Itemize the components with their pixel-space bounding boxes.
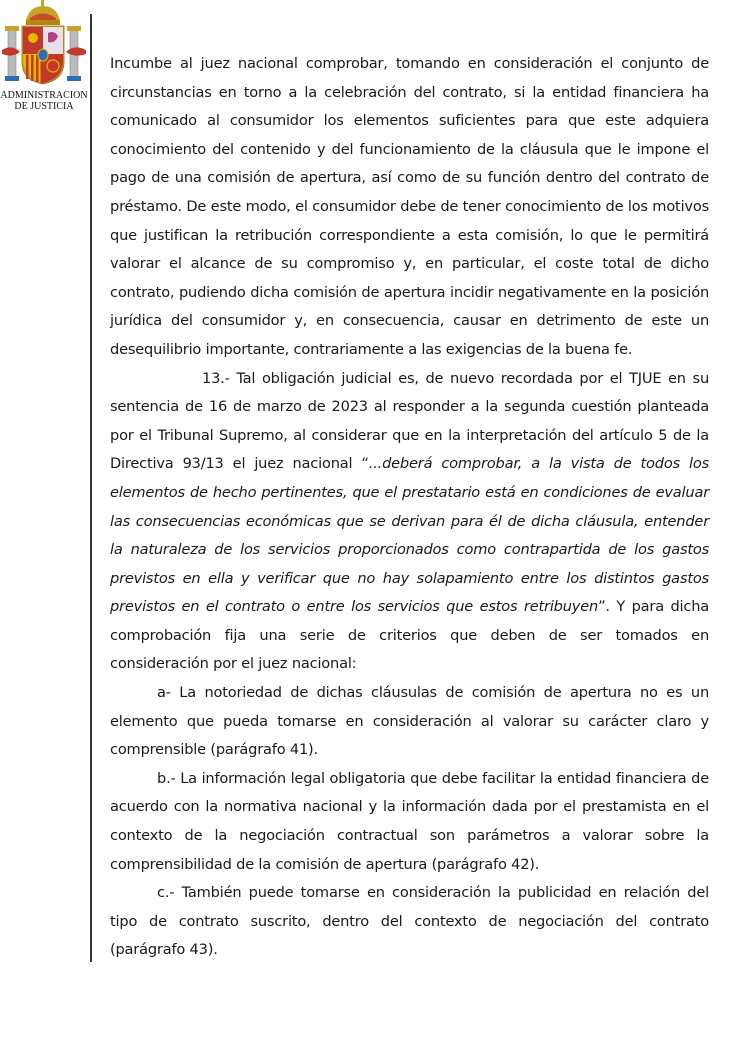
document-body: [110, 50, 709, 965]
paragraph-13-intro: 13.- Tal obligación judicial es, de nuevo recordada por el TJUE en su sentencia de 16 de marzo de 2023 al responder a la segunda cuestión planteada por el Tribunal Supremo, al considerar que en la interpretación del artículo 5 de la Directiva 93/13 el juez nacional “: [110, 369, 709, 473]
paragraph-13-outro: ”. Y para dicha comprobación fija una serie de criterios que deben de ser tomados en consideración por el juez nacional:: [110, 598, 709, 673]
logo-label: [0, 90, 88, 112]
paragraph-1: Incumbe al juez nacional comprobar, tomando en consideración el conjunto de circunstancias en torno a la celebración del contrato, si la entidad financiera ha comunicado al consumidor los elementos suficientes para que este adquiera conocimiento del contenido y del funcionamiento de la cláusula que le impone el pago de una comisión de apertura, así como de su función dentro del contrato de préstamo. De este modo, el consumidor debe de tener conocimiento de los motivos que justifican la retribución correspondiente a esta comisión, lo que le permitirá valorar el alcance de su compromiso y, en particular, el coste total de dicho contrato, pudiendo dicha comisión de apertura incidir negativamente en la posición jurídica del consumidor y, en consecuencia, causar en detrimento de este un desequilibrio importante, contrariamente a las exigencias de la buena fe.: [110, 55, 709, 358]
coat-of-arms-icon: [0, 0, 90, 90]
coat-of-arms-logo: [0, 0, 90, 120]
margin-rule: [90, 14, 92, 962]
paragraph-13: [110, 365, 709, 680]
criterion-b: b.- La información legal obligatoria que debe facilitar la entidad financiera de acuerdo con la normativa nacional y la información dada por el prestamista en el contexto de la negociación contractual son parámetros a valorar sobre la comprensibilidad de la comisión de apertura (parágrafo 42).: [110, 769, 709, 873]
logo-label-line2: DE JUSTICIA: [14, 101, 74, 112]
paragraph-13-quote: ...deberá comprobar, a la vista de todos los elementos de hecho pertinentes, que el prestatario está en condiciones de evaluar las consecuencias económicas que se derivan para él de dicha cláusula, entender la naturaleza de los servicios proporcionados como contrapartida de los gastos previstos en ella y verificar que no hay solapamiento entre los distintos gastos previstos en el contrato o entre los servicios que estos retribuyen: [110, 455, 710, 616]
logo-label-line1: ADMINISTRACION: [0, 90, 88, 101]
criterion-c: c.- También puede tomarse en consideración la publicidad en relación del tipo de contrato suscrito, dentro del contexto de negociación del contrato (parágrafo 43).: [110, 884, 709, 959]
criterion-a: a- La notoriedad de dichas cláusulas de comisión de apertura no es un elemento que pueda tomarse en consideración al valorar su carácter claro y comprensible (parágrafo 41).: [110, 684, 709, 759]
